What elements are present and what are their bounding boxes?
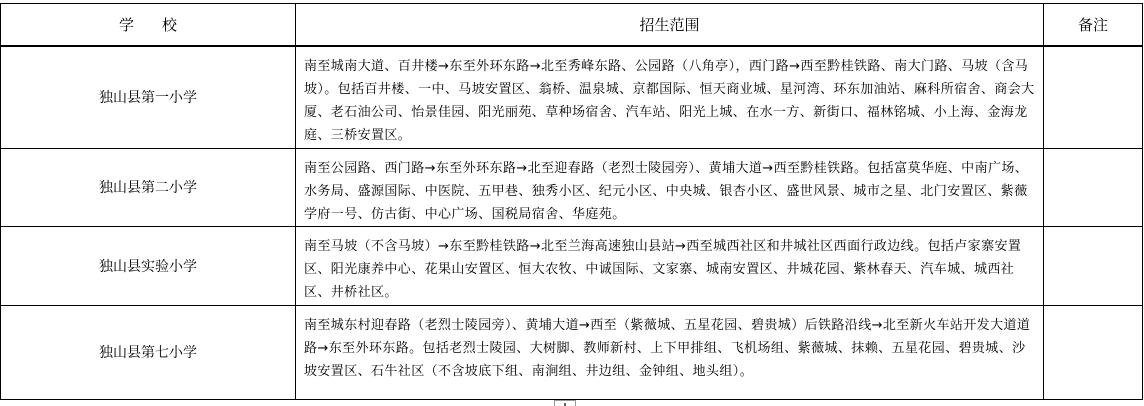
remark-cell: [1044, 305, 1143, 399]
header-school: [1, 4, 296, 47]
enrollment-range-cell: 南至城东村迎春路（老烈士陵园旁）、黄埔大道→西至（紫薇城、五星花园、碧贵城）后铁路沿线→北至新火车站开发大道道路→东至外环东路。包括老烈士陵园、大树脚、教师新村、上下甲排组、飞机场组、紫薇城、抹赖、五星花园、碧贵城、沙坡安置区、石牛社区（不含坡底下组、南涧组、井边组、金钟组、地头组）。: [296, 305, 1044, 399]
header-remark: 备注: [1044, 4, 1143, 47]
page-break-marker: [554, 400, 576, 406]
header-row: [1, 4, 1143, 47]
table-row: [1, 305, 1143, 399]
header-range: 招生范围: [296, 4, 1044, 47]
table-row: [1, 46, 1143, 148]
remark-cell: [1044, 226, 1143, 305]
table-row: [1, 226, 1143, 305]
remark-cell: [1044, 148, 1143, 226]
enrollment-range-cell: 南至马坡（不含马坡）→东至黔桂铁路→北至兰海高速独山县站→西至城西社区和井城社区西面行政边线。包括卢家寨安置区、阳光康养中心、花果山安置区、恒大农牧、中诚国际、文家寨、城南安置区、井城花园、紫林春天、汽车城、城西社区、井桥社区。: [296, 226, 1044, 305]
school-name-cell: 独山县第二小学: [1, 148, 296, 226]
table-row: [1, 148, 1143, 226]
remark-cell: [1044, 46, 1143, 148]
school-name-cell: 独山县第一小学: [1, 46, 296, 148]
enrollment-table: [0, 3, 1143, 400]
header-school-label: 学校: [118, 16, 205, 34]
school-name-cell: 独山县第七小学: [1, 305, 296, 399]
enrollment-range-cell: 南至城南大道、百井楼→东至外环东路→北至秀峰东路、公园路（八角亭），西门路→西至黔桂铁路、南大门路、马坡（含马坡）。包括百井楼、一中、马坡安置区、翁桥、温泉城、京都国际、恒天商业城、星河湾、环东加油站、麻科所宿舍、商会大厦、老石油公司、怡景佳园、阳光丽苑、草种场宿舍、汽车站、阳光上城、在水一方、新街口、福林铭城、小上海、金海龙庭、三桥安置区。: [296, 46, 1044, 148]
enrollment-range-cell: 南至公园路、西门路→东至外环东路→北至迎春路（老烈士陵园旁）、黄埔大道→西至黔桂铁路。包括富莫华庭、中南广场、水务局、盛源国际、中医院、五甲巷、独秀小区、纪元小区、中央城、银杏小区、盛世风景、城市之星、北门安置区、紫薇学府一号、仿古街、中心广场、国税局宿舍、华庭苑。: [296, 148, 1044, 226]
school-name-cell: 独山县实验小学: [1, 226, 296, 305]
